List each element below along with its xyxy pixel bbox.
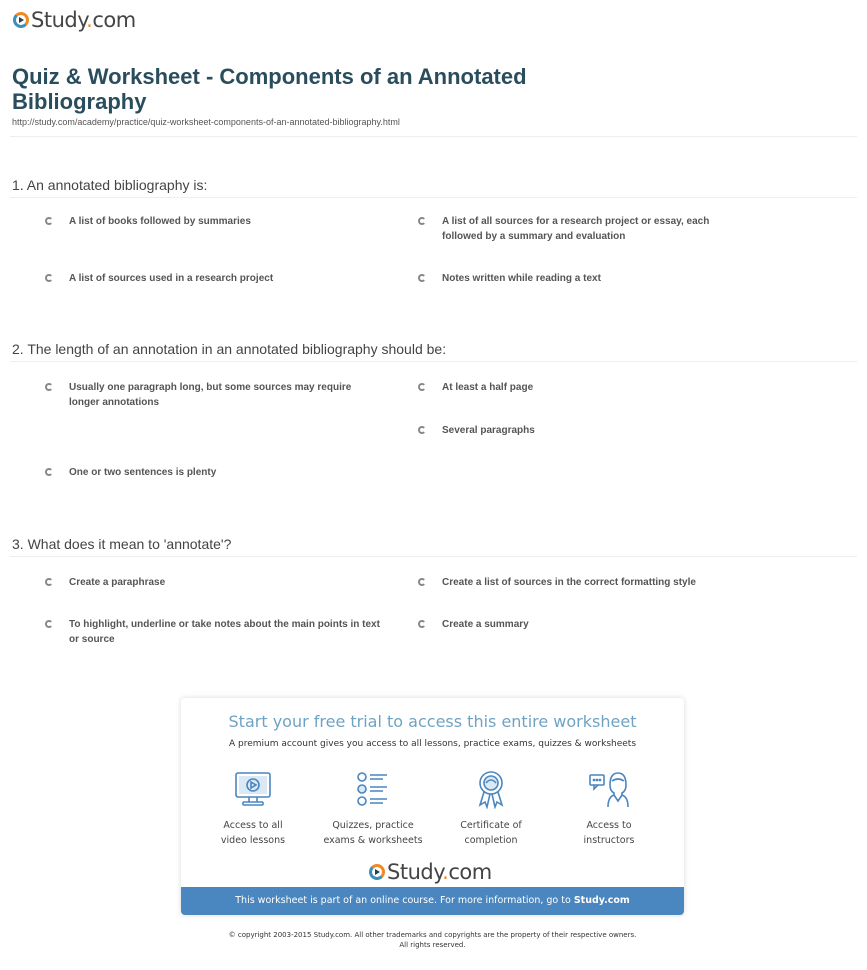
- question-3-title: 3. What does it mean to 'annotate'?: [12, 536, 232, 552]
- promo-study-logo[interactable]: [369, 860, 492, 884]
- answer-option[interactable]: [45, 465, 375, 480]
- feature-label: Access to: [586, 820, 632, 831]
- feature-label: video lessons: [220, 835, 286, 846]
- answer-option[interactable]: [418, 423, 748, 438]
- radio-icon[interactable]: [418, 426, 426, 434]
- feature-instructors: [549, 768, 669, 848]
- option-label: A list of all sources for a research project or essay, each followed by a summary and evaluation: [442, 216, 710, 242]
- answer-option[interactable]: [45, 214, 375, 229]
- promo-heading: Start your free trial to access this entire worksheet: [228, 712, 637, 731]
- copyright-line: © copyright 2003-2015 Study.com. All other trademarks and copyrights are the property of their respective owners.: [228, 931, 637, 939]
- feature-label: exams & worksheets: [323, 835, 423, 846]
- option-label: Several paragraphs: [442, 425, 535, 436]
- radio-icon[interactable]: [418, 383, 426, 391]
- study-link[interactable]: Study.com: [573, 895, 630, 906]
- feature-quizzes: [313, 768, 433, 848]
- radio-icon[interactable]: [45, 468, 53, 476]
- page-url: http://study.com/academy/practice/quiz-worksheet-components-of-an-annotated-bibliography.html: [12, 117, 400, 127]
- play-logo-icon: [369, 864, 385, 880]
- course-info-bar[interactable]: [181, 887, 684, 915]
- feature-label: Access to all: [223, 820, 283, 831]
- feature-label: Quizzes, practice: [332, 820, 414, 831]
- radio-icon[interactable]: [45, 620, 53, 628]
- divider: [10, 361, 857, 362]
- radio-icon[interactable]: [418, 217, 426, 225]
- option-label: Create a summary: [442, 619, 529, 630]
- option-label: Notes written while reading a text: [442, 273, 601, 284]
- logo-text: Study.com: [31, 8, 136, 32]
- play-logo-icon: [13, 12, 29, 28]
- free-trial-promo[interactable]: [181, 698, 684, 915]
- divider: [10, 556, 857, 557]
- feature-video-lessons: [193, 768, 313, 848]
- feature-label: Certificate of: [460, 820, 522, 831]
- feature-label: instructors: [583, 835, 635, 846]
- page-title: Quiz & Worksheet - Components of an Annotated Bibliography: [12, 64, 527, 114]
- divider: [10, 197, 857, 198]
- option-label: A list of books followed by summaries: [69, 216, 251, 227]
- answer-option[interactable]: [418, 271, 748, 286]
- answer-option[interactable]: [418, 214, 748, 244]
- divider: [10, 136, 857, 137]
- option-label: Create a paraphrase: [69, 577, 166, 588]
- copyright-line: All rights reserved.: [399, 941, 466, 949]
- radio-icon[interactable]: [418, 274, 426, 282]
- quiz-list-icon: [313, 768, 433, 810]
- logo-text: Study.com: [387, 860, 492, 884]
- answer-option[interactable]: [45, 380, 375, 410]
- answer-option[interactable]: [418, 380, 748, 395]
- bar-text: This worksheet is part of an online course. For more information, go to: [235, 895, 574, 906]
- radio-icon[interactable]: [418, 620, 426, 628]
- radio-icon[interactable]: [45, 274, 53, 282]
- study-logo[interactable]: [13, 8, 136, 32]
- video-lesson-icon: [193, 768, 313, 810]
- radio-icon[interactable]: [45, 383, 53, 391]
- answer-option[interactable]: [418, 617, 748, 632]
- option-label: One or two sentences is plenty: [69, 467, 217, 478]
- certificate-icon: [431, 768, 551, 810]
- radio-icon[interactable]: [45, 578, 53, 586]
- instructor-icon: [549, 768, 669, 810]
- promo-subheading: A premium account gives you access to all lessons, practice exams, quizzes & worksheets: [228, 739, 637, 749]
- feature-label: completion: [464, 835, 518, 846]
- answer-option[interactable]: [418, 575, 748, 590]
- question-2-title: 2. The length of an annotation in an annotated bibliography should be:: [12, 341, 447, 357]
- answer-option[interactable]: [45, 617, 385, 647]
- copyright-notice: [180, 930, 685, 950]
- answer-option[interactable]: [45, 575, 375, 590]
- feature-certificate: [431, 768, 551, 848]
- option-label: At least a half page: [442, 382, 534, 393]
- radio-icon[interactable]: [418, 578, 426, 586]
- option-label: A list of sources used in a research project: [69, 273, 274, 284]
- answer-option[interactable]: [45, 271, 375, 286]
- radio-icon[interactable]: [45, 217, 53, 225]
- question-1-title: 1. An annotated bibliography is:: [12, 177, 208, 193]
- option-label: Create a list of sources in the correct formatting style: [442, 577, 696, 588]
- option-label: To highlight, underline or take notes about the main points in text or source: [69, 619, 380, 645]
- option-label: Usually one paragraph long, but some sources may require longer annotations: [69, 382, 352, 408]
